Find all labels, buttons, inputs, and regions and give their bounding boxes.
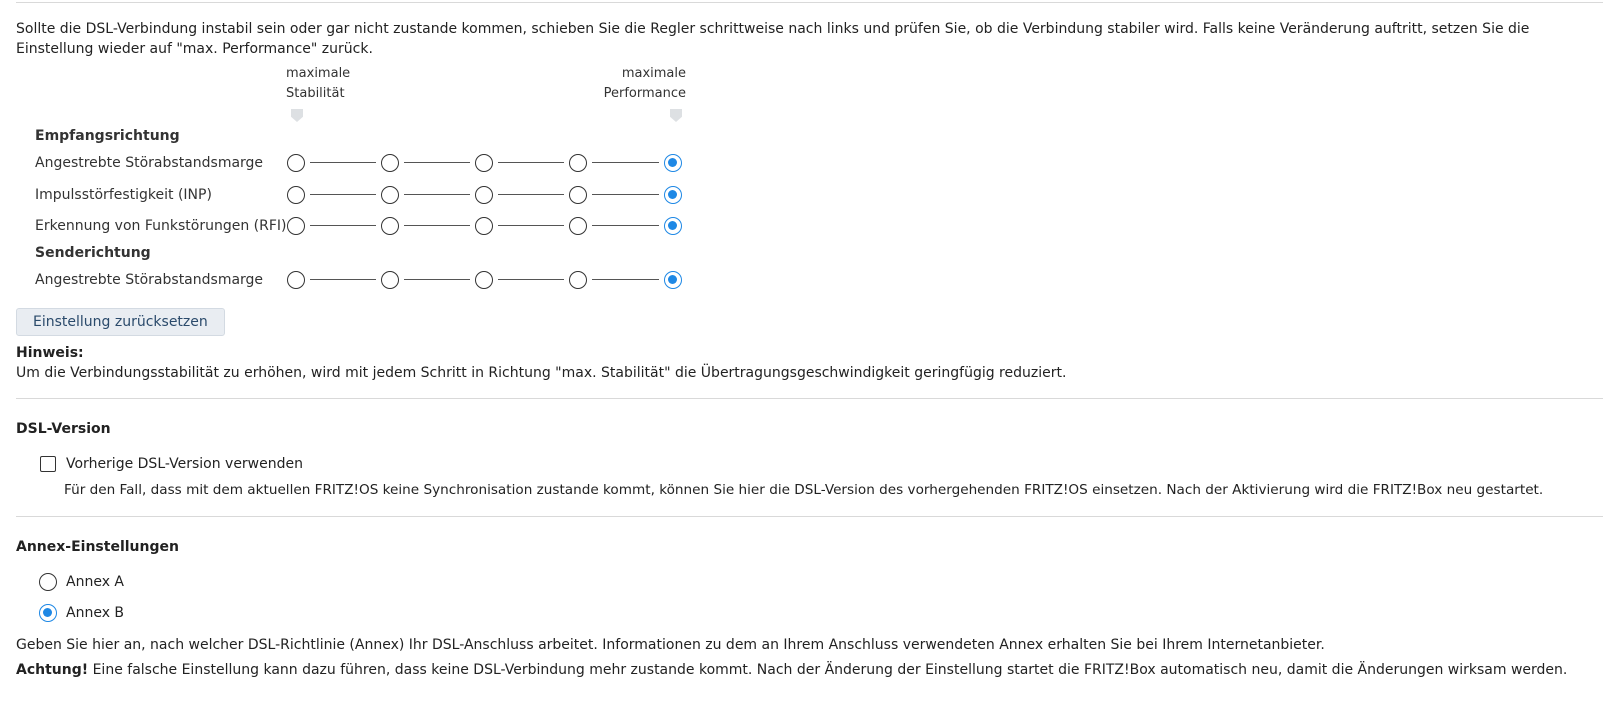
intro-text: Sollte die DSL-Verbindung instabil sein oder gar nicht zustande kommen, schieben Sie die Regler schrittweise nach links und prüfen Sie, ob die Verbindung stabiler wird. Falls keine Veränderung auftritt, setzen Sie die Einstellung wieder auf "max. Performance" zurück. — [16, 21, 1530, 57]
slider-connector-line — [592, 194, 659, 195]
slider-connector-line — [404, 194, 470, 195]
hint-text: Um die Verbindungsstabilität zu erhöhen, wird mit jedem Schritt in Richtung "max. Stabilität" die Übertragungsgeschwindigkeit geringfügig reduziert. — [16, 365, 1067, 381]
slider-connector-line — [498, 225, 564, 226]
slider-label-send-snr: Angestrebte Störabstandsmarge — [35, 272, 264, 288]
annex-a-label[interactable]: Annex A — [66, 574, 125, 590]
slider-step-radio-5[interactable] — [664, 154, 682, 172]
slider-connector-line — [498, 162, 564, 163]
slider-step-radio-1[interactable] — [287, 271, 305, 289]
annex-warning-label: Achtung! — [16, 662, 89, 678]
scale-right-label — [604, 64, 686, 104]
slider-track[interactable] — [287, 216, 687, 236]
group-title-receive: Empfangsrichtung — [35, 128, 180, 144]
slider-connector-line — [404, 225, 470, 226]
dsl-version-title: DSL-Version — [16, 421, 111, 437]
slider-step-radio-1[interactable] — [287, 154, 305, 172]
reset-settings-button[interactable]: Einstellung zurücksetzen — [16, 308, 225, 336]
slider-step-radio-5[interactable] — [664, 186, 682, 204]
slider-step-radio-5[interactable] — [664, 217, 682, 235]
slider-track[interactable] — [287, 185, 687, 205]
hint-title: Hinweis: — [16, 345, 84, 361]
slider-step-radio-2[interactable] — [381, 154, 399, 172]
slider-step-radio-4[interactable] — [569, 271, 587, 289]
slider-label-receive-snr: Angestrebte Störabstandsmarge — [35, 155, 264, 171]
slider-step-radio-3[interactable] — [475, 186, 493, 204]
slider-step-radio-2[interactable] — [381, 271, 399, 289]
slider-step-radio-4[interactable] — [569, 217, 587, 235]
scale-left-label — [286, 64, 350, 104]
annex-warning — [16, 662, 1567, 678]
slider-label-rfi: Erkennung von Funkstörungen (RFI) — [35, 218, 287, 234]
annex-b-label[interactable]: Annex B — [66, 605, 125, 621]
slider-track[interactable] — [287, 270, 687, 290]
slider-connector-line — [498, 194, 564, 195]
annex-b-radio[interactable] — [39, 604, 57, 622]
annex-info: Geben Sie hier an, nach welcher DSL-Richtlinie (Annex) Ihr DSL-Anschluss arbeitet. Informationen zu dem an Ihrem Anschluss verwendeten Annex erhalten Sie bei Ihrem Internetanbieter. — [16, 637, 1325, 653]
section-divider — [16, 398, 1603, 399]
scale-right-label-line1: maximale — [621, 66, 686, 81]
slider-step-radio-1[interactable] — [287, 217, 305, 235]
slider-step-radio-5[interactable] — [664, 271, 682, 289]
group-title-send: Senderichtung — [35, 245, 151, 261]
slider-step-radio-4[interactable] — [569, 186, 587, 204]
annex-title: Annex-Einstellungen — [16, 539, 179, 555]
slider-step-radio-1[interactable] — [287, 186, 305, 204]
slider-connector-line — [592, 162, 659, 163]
slider-track[interactable] — [287, 153, 687, 173]
slider-connector-line — [498, 279, 564, 280]
slider-connector-line — [310, 279, 376, 280]
annex-warning-text: Eine falsche Einstellung kann dazu führen, dass keine DSL-Verbindung mehr zustande kommt. Nach der Änderung der Einstellung startet die FRITZ!Box automatisch neu, damit die Änderungen wirksam werden. — [88, 662, 1568, 678]
annex-a-radio[interactable] — [39, 573, 57, 591]
previous-dsl-version-label[interactable]: Vorherige DSL-Version verwenden — [66, 456, 303, 472]
slider-step-radio-2[interactable] — [381, 186, 399, 204]
scale-left-label-line1: maximale — [286, 66, 351, 81]
slider-connector-line — [404, 279, 470, 280]
slider-step-radio-3[interactable] — [475, 154, 493, 172]
slider-connector-line — [592, 279, 659, 280]
scale-right-label-line2: Performance — [603, 86, 686, 101]
top-divider — [16, 2, 1603, 3]
slider-label-inp: Impulsstörfestigkeit (INP) — [35, 187, 212, 203]
dsl-version-description: Für den Fall, dass mit dem aktuellen FRITZ!OS keine Synchronisation zustande kommt, können Sie hier die DSL-Version des vorhergehenden FRITZ!OS einsetzen. Nach der Aktivierung wird die FRITZ!Box neu gestartet. — [64, 482, 1544, 498]
slider-connector-line — [310, 162, 376, 163]
slider-step-radio-2[interactable] — [381, 217, 399, 235]
slider-handle-left-icon[interactable] — [291, 109, 303, 122]
slider-handle-right-icon[interactable] — [670, 109, 682, 122]
slider-step-radio-4[interactable] — [569, 154, 587, 172]
scale-left-label-line2: Stabilität — [286, 86, 345, 101]
previous-dsl-version-checkbox[interactable] — [40, 456, 56, 472]
slider-connector-line — [592, 225, 659, 226]
slider-step-radio-3[interactable] — [475, 217, 493, 235]
section-divider — [16, 516, 1603, 517]
slider-connector-line — [404, 162, 470, 163]
slider-step-radio-3[interactable] — [475, 271, 493, 289]
slider-connector-line — [310, 225, 376, 226]
slider-connector-line — [310, 194, 376, 195]
